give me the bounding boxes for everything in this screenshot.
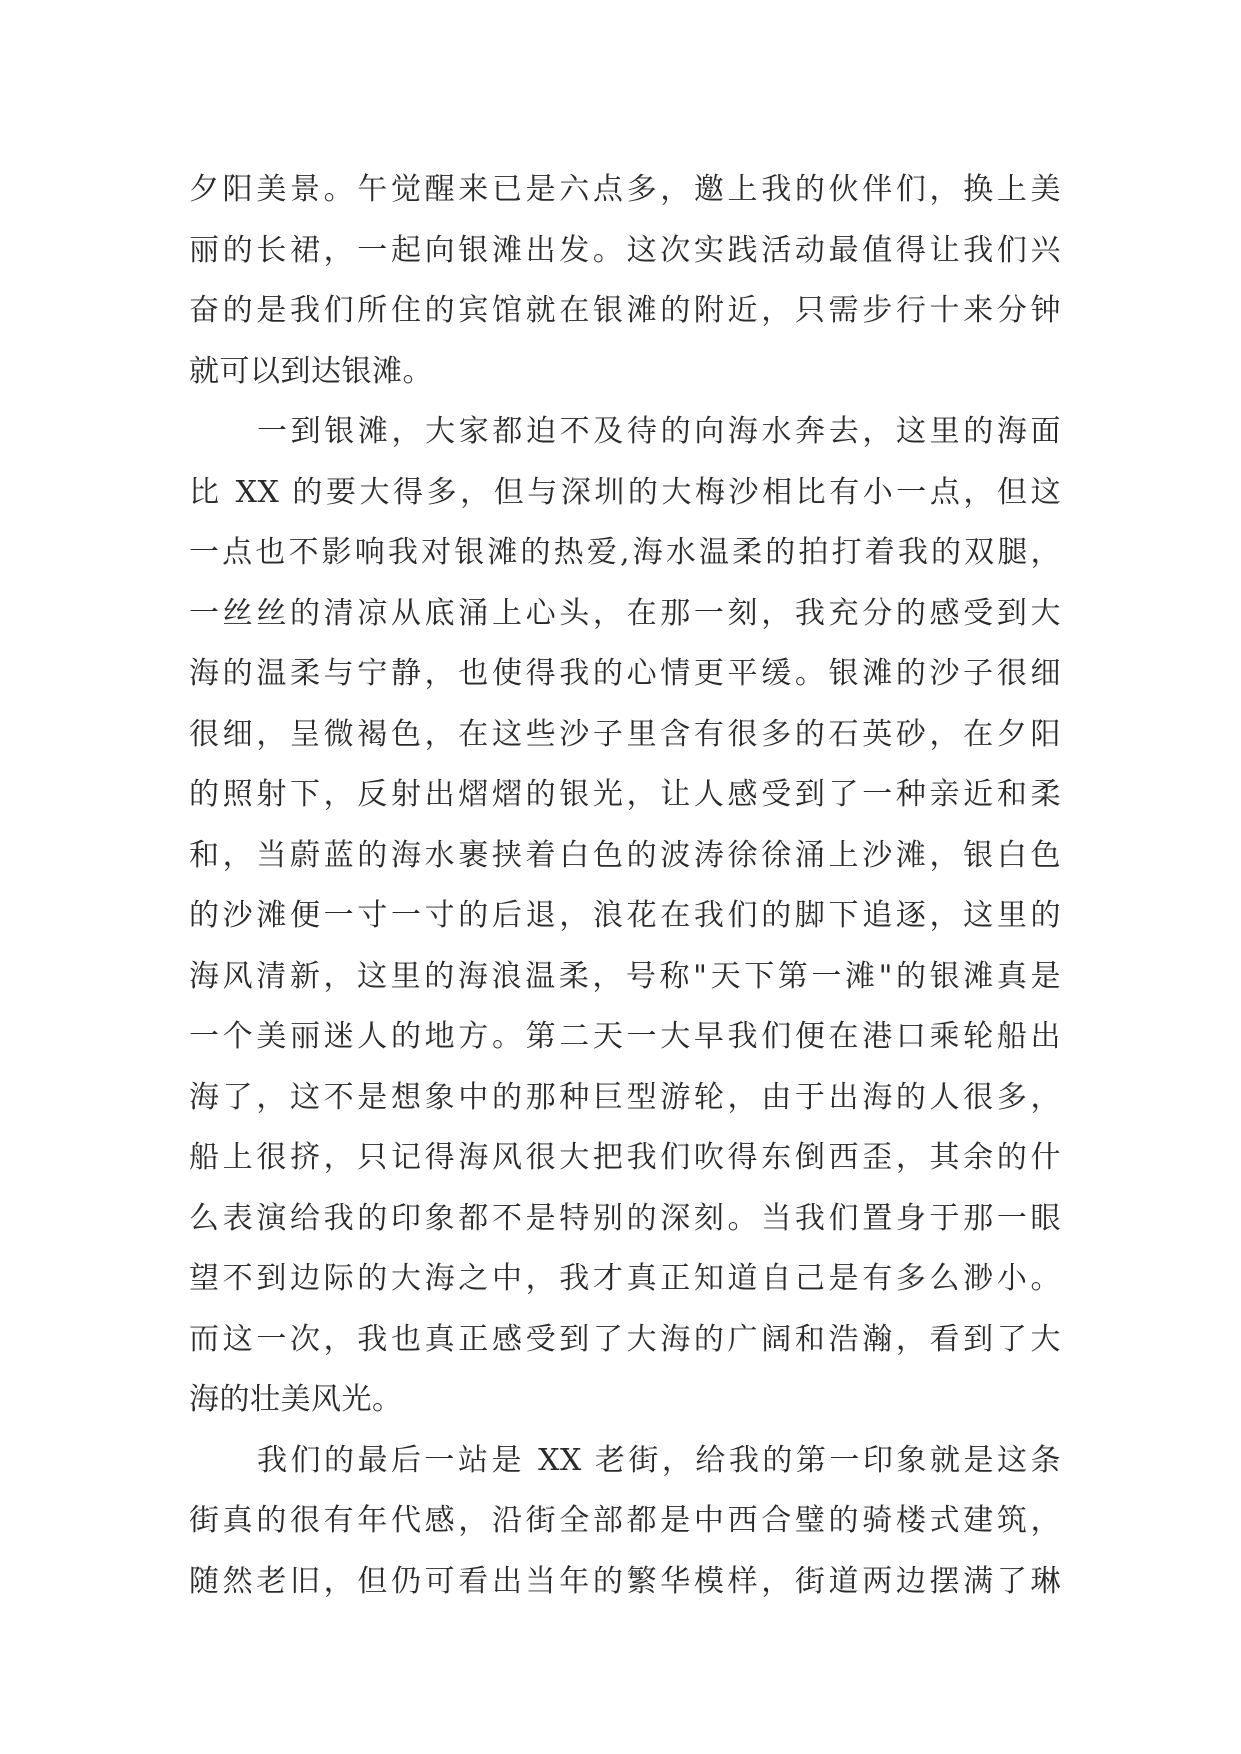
text-line: 船上很挤，只记得海风很大把我们吹得东倒西歪，其余的什 (189, 1140, 1061, 1175)
paragraph-2 (189, 402, 1061, 1431)
text-line: 随然老旧，但仍可看出当年的繁华模样，街道两边摆满了琳 (189, 1563, 1061, 1599)
text-line: 海风清新，这里的海浪温柔，号称"天下第一滩"的银滩真是 (189, 958, 1061, 994)
text-line: 么表演给我的印象都不是特别的深刻。当我们置身于那一眼 (189, 1200, 1061, 1236)
text-line: 街真的很有年代感，沿街全部都是中西合璧的骑楼式建筑， (189, 1503, 1061, 1538)
text-line: 一点也不影响我对银滩的热爱,海水温柔的拍打着我的双腿， (189, 535, 1061, 570)
text-line: 而这一次，我也真正感受到了大海的广阔和浩瀚，看到了大 (189, 1321, 1061, 1357)
text-line: 一个美丽迷人的地方。第二天一大早我们便在港口乘轮船出 (189, 1019, 1061, 1054)
paragraph-1 (189, 160, 1061, 402)
text-line: 海的壮美风光。 (189, 1382, 403, 1417)
text-line: 很细，呈微褐色，在这些沙子里含有很多的石英砂，在夕阳 (189, 716, 1061, 752)
text-line: 我们的最后一站是 XX 老街，给我的第一印象就是这条 (257, 1442, 1061, 1478)
text-line: 和，当蔚蓝的海水裹挟着白色的波涛徐徐涌上沙滩，银白色 (189, 837, 1061, 873)
text-line: 就可以到达银滩。 (189, 353, 433, 389)
text-line: 比 XX 的要大得多，但与深圳的大梅沙相比有小一点，但这 (189, 474, 1061, 510)
text-line: 一到银滩，大家都迫不及待的向海水奔去，这里的海面 (257, 414, 1061, 449)
text-line: 夕阳美景。午觉醒来已是六点多，邀上我的伙伴们，换上美 (189, 172, 1061, 207)
text-line: 的沙滩便一寸一寸的后退，浪花在我们的脚下追逐，这里的 (189, 898, 1061, 933)
text-line: 奋的是我们所住的宾馆就在银滩的附近，只需步行十来分钟 (189, 293, 1061, 328)
text-line: 的照射下，反射出熠熠的银光，让人感受到了一种亲近和柔 (189, 777, 1061, 812)
text-line: 海的温柔与宁静，也使得我的心情更平缓。银滩的沙子很细 (189, 656, 1061, 691)
text-line: 望不到边际的大海之中，我才真正知道自己是有多么渺小。 (189, 1261, 1061, 1296)
text-line: 丽的长裙，一起向银滩出发。这次实践活动最值得让我们兴 (189, 232, 1061, 268)
text-line: 一丝丝的清凉从底涌上心头，在那一刻，我充分的感受到大 (189, 595, 1061, 631)
document-body (189, 160, 1061, 1612)
paragraph-3 (189, 1431, 1061, 1613)
text-line: 海了，这不是想象中的那种巨型游轮，由于出海的人很多， (189, 1079, 1061, 1115)
